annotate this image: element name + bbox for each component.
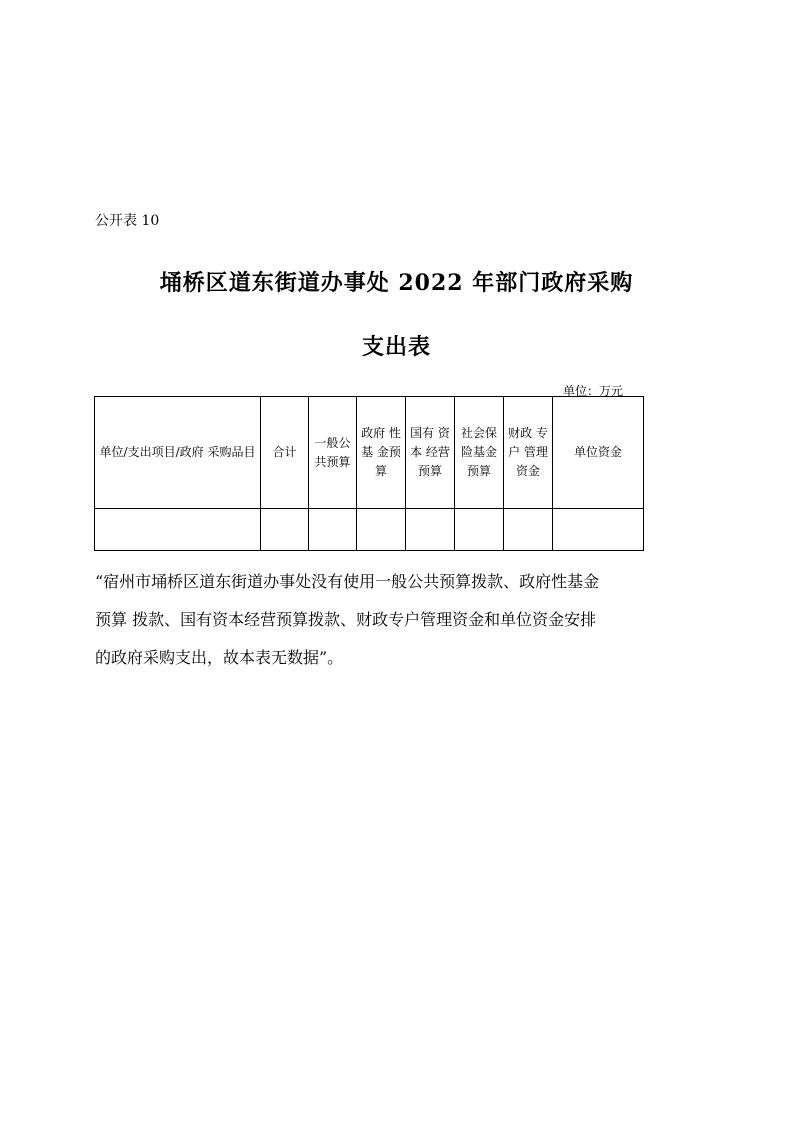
header-unit-funds: 单位资金 <box>553 397 644 509</box>
table-header-row <box>95 397 644 509</box>
explanatory-note <box>95 563 695 677</box>
procurement-expenditure-table <box>94 396 644 551</box>
table-cell <box>455 509 504 551</box>
document-label: 公开表 10 <box>95 213 160 229</box>
document-title-line-1: 埇桥区道东街道办事处 2022 年部门政府采购 <box>159 270 634 296</box>
table-cell <box>504 509 553 551</box>
table-cell <box>357 509 406 551</box>
table-row <box>95 509 644 551</box>
header-state-capital-budget: 国有 资本 经营预算 <box>406 397 455 509</box>
header-social-insurance-budget: 社会保险基金预算 <box>455 397 504 509</box>
header-general-public-budget: 一般公共预算 <box>309 397 357 509</box>
table-cell <box>95 509 261 551</box>
header-total: 合计 <box>261 397 309 509</box>
header-unit-item: 单位/支出项目/政府 采购品目 <box>95 397 261 509</box>
document-title-line-2: 支出表 <box>361 334 431 360</box>
table-cell <box>406 509 455 551</box>
header-government-fund-budget: 政府 性基 金预算 <box>357 397 406 509</box>
table-cell <box>553 509 644 551</box>
note-line: “宿州市埇桥区道东街道办事处没有使用一般公共预算拨款、政府性基金 <box>95 572 600 591</box>
table-cell <box>261 509 309 551</box>
note-line: 的政府采购支出，故本表无数据”。 <box>95 648 344 667</box>
header-special-account-funds: 财政 专户 管理资金 <box>504 397 553 509</box>
table-cell <box>309 509 357 551</box>
unit-label: 单位：万元 <box>562 384 623 398</box>
note-line: 预算 拨款、国有资本经营预算拨款、财政专户管理资金和单位资金安排 <box>95 610 597 629</box>
